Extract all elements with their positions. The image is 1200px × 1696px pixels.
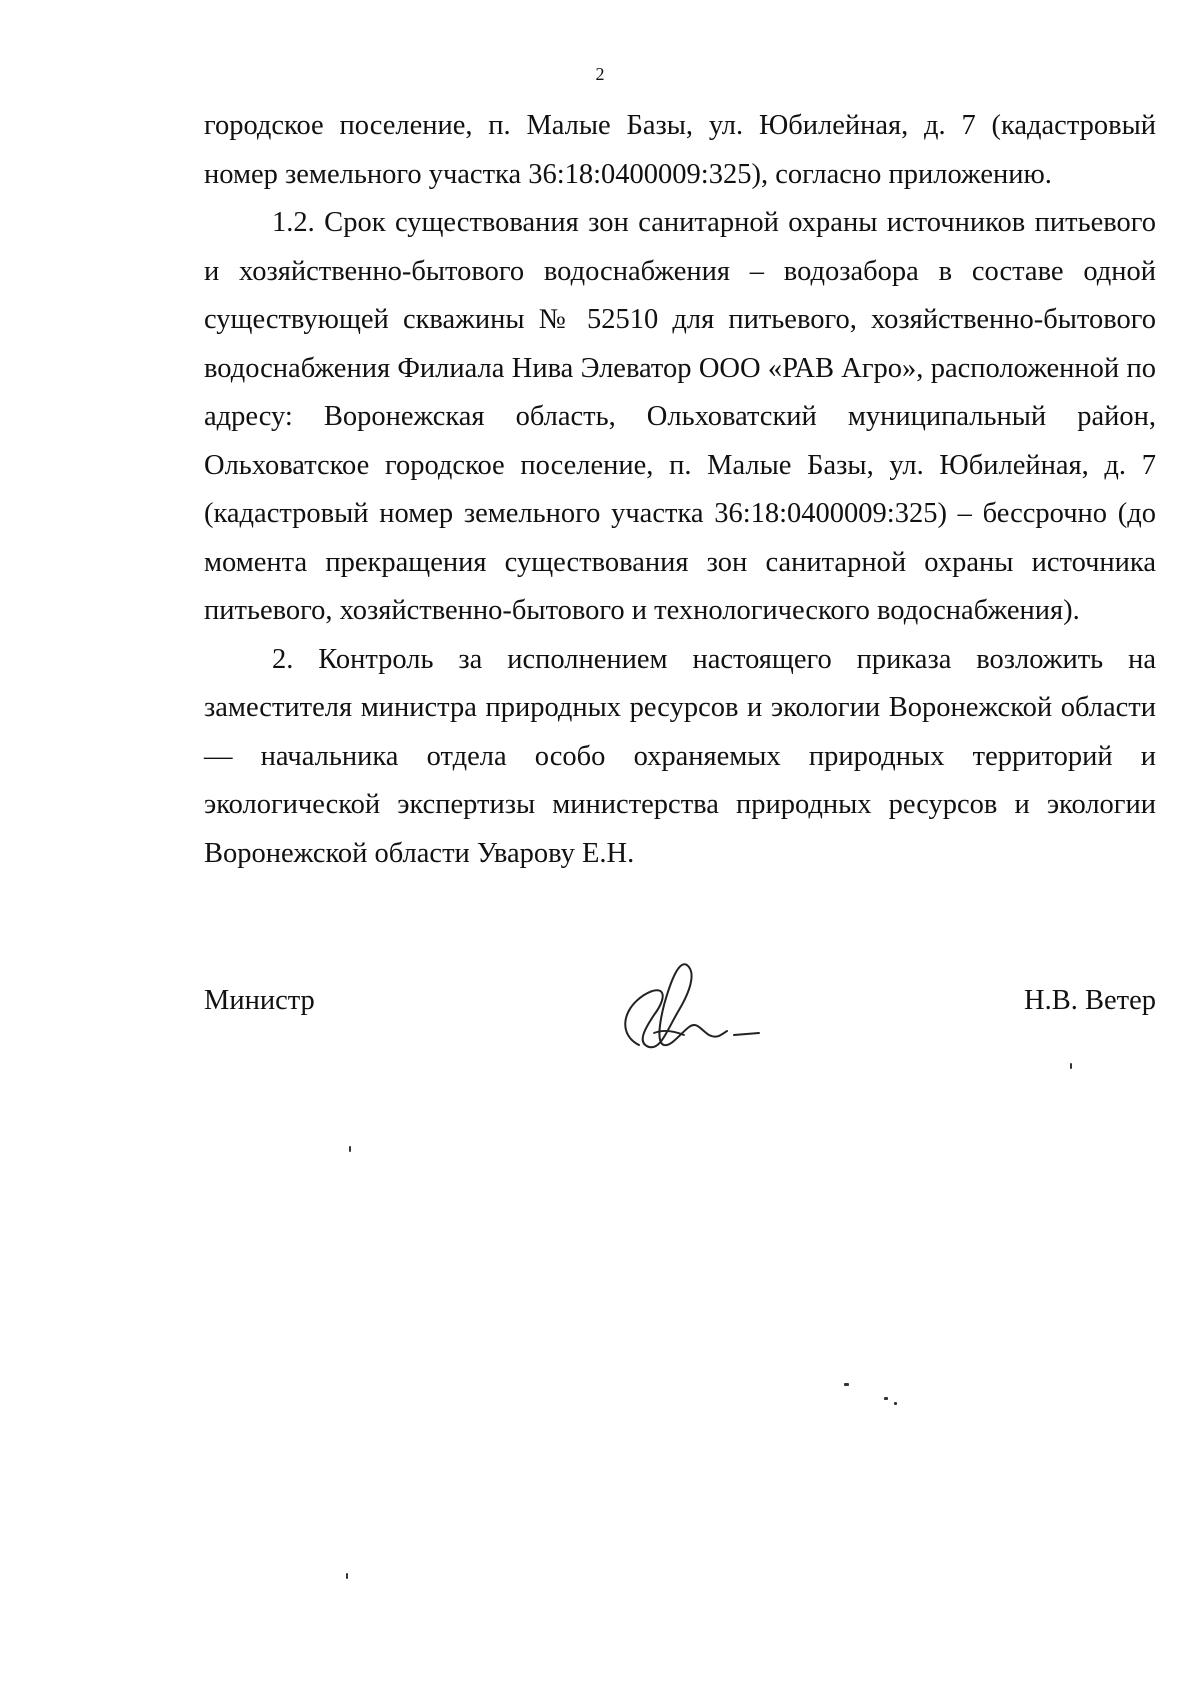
handwritten-signature xyxy=(609,955,769,1065)
paragraph-term: 1.2. Срок существования зон санитарной охраны источников питьевого и хозяйственно-бытового водоснабжения – водозабора в составе одной существующей скважины № 52510 для питьевого, хозяйственно-бытового водоснабжения Филиала Нива Элеватор ООО «РАВ Агро», расположенной по адресу: Воронежская область, Ольховатский муниципальный район, Ольховатское городское поселение, п. Малые Базы, ул. Юбилейная, д. 7 (кадастровый номер земельного участка 36:18:0400009:325) – бессрочно (до момента прекращения существования зон санитарной охраны источника питьевого, хозяйственно-бытового и технологического водоснабжения). xyxy=(204,207,1156,626)
signer-name: Н.В. Ветер xyxy=(1024,985,1156,1016)
paragraph-control: 2. Контроль за исполнением настоящего приказа возложить на заместителя министра природных ресурсов и экологии Воронежской области — начальника отдела особо охраняемых природных территорий и экологической экспертизы министерства природных ресурсов и экологии Воронежской области Уварову Е.Н. xyxy=(204,643,1156,869)
scan-speck xyxy=(894,1402,897,1405)
signature-block xyxy=(204,985,1156,1075)
scan-speck xyxy=(346,1573,348,1579)
scan-speck xyxy=(1070,1063,1072,1069)
signer-title: Министр xyxy=(204,985,315,1016)
page-number: 2 xyxy=(595,64,605,84)
scan-speck xyxy=(884,1397,888,1400)
paragraph-continuation: городское поселение, п. Малые Базы, ул. Юбилейная, д. 7 (кадастровый номер земельного участка 36:18:0400009:325), согласно приложению. xyxy=(204,110,1156,190)
document-body xyxy=(204,102,1156,878)
scan-speck xyxy=(349,1146,351,1152)
scan-speck xyxy=(844,1383,849,1386)
